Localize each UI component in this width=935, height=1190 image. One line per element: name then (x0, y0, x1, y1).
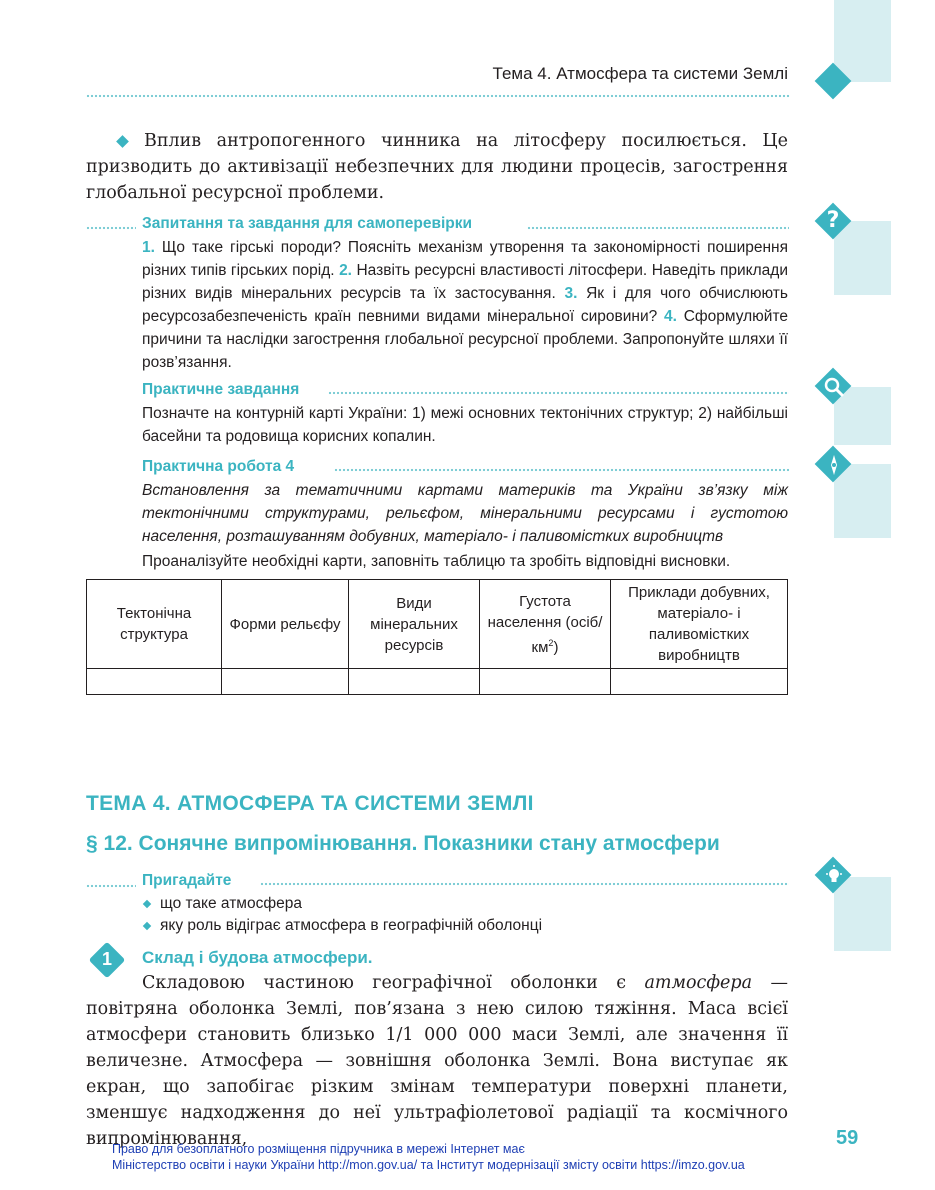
recall-list (142, 893, 542, 937)
practical-work-table (86, 579, 788, 695)
practical-work-heading: Практична робота 4 (142, 458, 295, 475)
self-check-dotted-rule (527, 226, 789, 232)
practical-work-subtitle: Встановлення за тематичними картами материків та України зв’язку між тектонічними структурами, рельєфом, мінеральними ресурсами і густотою населення, розташуванням добувних, матеріало- і паливомістких виробництв (142, 482, 788, 545)
footer-line-2[interactable]: Міністерство освіти і науки України http://mon.gov.ua/ та Інститут модернізації змісту освіти https://imzo.gov.ua (112, 1158, 745, 1172)
practical-task-heading: Практичне завдання (142, 381, 300, 398)
table-cell[interactable] (87, 669, 222, 695)
subsection-title: Склад і будова атмосфери. (142, 948, 373, 967)
table-cell[interactable] (611, 669, 788, 695)
recall-heading: Пригадайте (142, 872, 232, 889)
body-text-start: Складовою частиною географічної оболонки є (142, 973, 645, 993)
subsection-number: 1 (101, 949, 112, 969)
table-cell[interactable] (222, 669, 349, 695)
table-header-cell: Тектонічна структура (87, 580, 222, 669)
subsection-body (86, 970, 788, 1152)
practical-task-dotted-rule (328, 391, 789, 397)
q2-text: Назвіть ресурсні властивості літосфери. Наведіть приклади різних видів мінеральних ресурсів та їх застосування. (142, 262, 788, 302)
practical-work-instruction: Проаналізуйте необхідні карти, заповніть таблицю та зробіть відповідні висновки. (142, 553, 731, 570)
q1-text: Що таке гірські породи? Поясніть механізм утворення та закономірності поширення різних типів гірських порід. (142, 239, 788, 279)
header-dotted-rule (86, 94, 790, 100)
q3-text: Як і для чого обчислюють ресурсозабезпеченість країн певними видами мінеральної сировини? (142, 285, 788, 325)
table-empty-row (87, 669, 788, 695)
intro-text: Вплив антропогенного чинника на літосферу посилюється. Це призводить до активізації небезпечних для людини процесів, загострення глобальної ресурсної проблеми. (86, 131, 788, 203)
list-item: що таке атмосфера (142, 893, 542, 915)
table-header-cell: Приклади добувних, матеріало- і паливомістких виробництв (611, 580, 788, 669)
practical-work-dotted-rule (334, 468, 789, 474)
magnifier-icon (821, 374, 847, 400)
q3-number: 3. (564, 285, 578, 302)
question-icon: ? (826, 208, 840, 233)
q4-text: Сформулюйте причини та наслідки загострення глобальної ресурсної проблеми. Запропонуйте шляхи її розв’язання. (142, 308, 788, 371)
self-check-heading: Запитання та завдання для самоперевірки (142, 215, 473, 232)
self-check-dotted-rule-left (86, 226, 136, 232)
self-check-body (142, 236, 788, 374)
q4-number: 4. (664, 308, 677, 325)
table-header-cell: Форми рельєфу (222, 580, 349, 669)
table-cell[interactable] (480, 669, 611, 695)
recall-dotted-rule (260, 882, 789, 888)
intro-paragraph (86, 128, 788, 206)
table-header-cell (480, 580, 611, 669)
intro-bullet-icon (116, 135, 129, 148)
section-title: § 12. Сонячне випромінювання. Показники стану атмосфери (86, 832, 720, 855)
practical-task-text: Позначте на контурній карті України: 1) межі основних тектонічних структур; 2) найбільші басейни та родовища корисних копалин. (142, 405, 788, 445)
recall-dotted-rule-left (86, 884, 136, 890)
running-title: Тема 4. Атмосфера та системи Землі (492, 64, 788, 83)
table-cell[interactable] (349, 669, 480, 695)
table-header-cell: Види мінеральних ресурсів (349, 580, 480, 669)
side-tab-top (834, 0, 891, 82)
table-header-row (87, 580, 788, 669)
page-number: 59 (836, 1127, 859, 1149)
q2-number: 2. (339, 262, 352, 279)
topic-title: ТЕМА 4. АТМОСФЕРА ТА СИСТЕМИ ЗЕМЛІ (86, 792, 534, 815)
q1-number: 1. (142, 239, 155, 256)
lightbulb-icon (821, 863, 847, 889)
list-item: яку роль відіграє атмосфера в географічній оболонці (142, 915, 542, 937)
body-text-rest: — повітряна оболонка Землі, пов’язана з нею силою тяжіння. Маса всієї атмосфери становить близько 1/1 000 000 маси Землі, але значення її величезне. Атмосфера — зовнішня оболонка Землі. Вона виступає як екран, що запобігає різким змінам температури поверхні планети, зменшує надходження до неї ультрафіолетової радіації та космічного випромінювання, (86, 973, 788, 1149)
density-header: Густота населення $(осіб/км^2)$ (487, 592, 603, 656)
compass-icon (821, 452, 847, 478)
footer-line-1: Право для безоплатного розміщення підручника в мережі Інтернет має (112, 1142, 525, 1156)
body-term: атмосфера (644, 973, 753, 993)
